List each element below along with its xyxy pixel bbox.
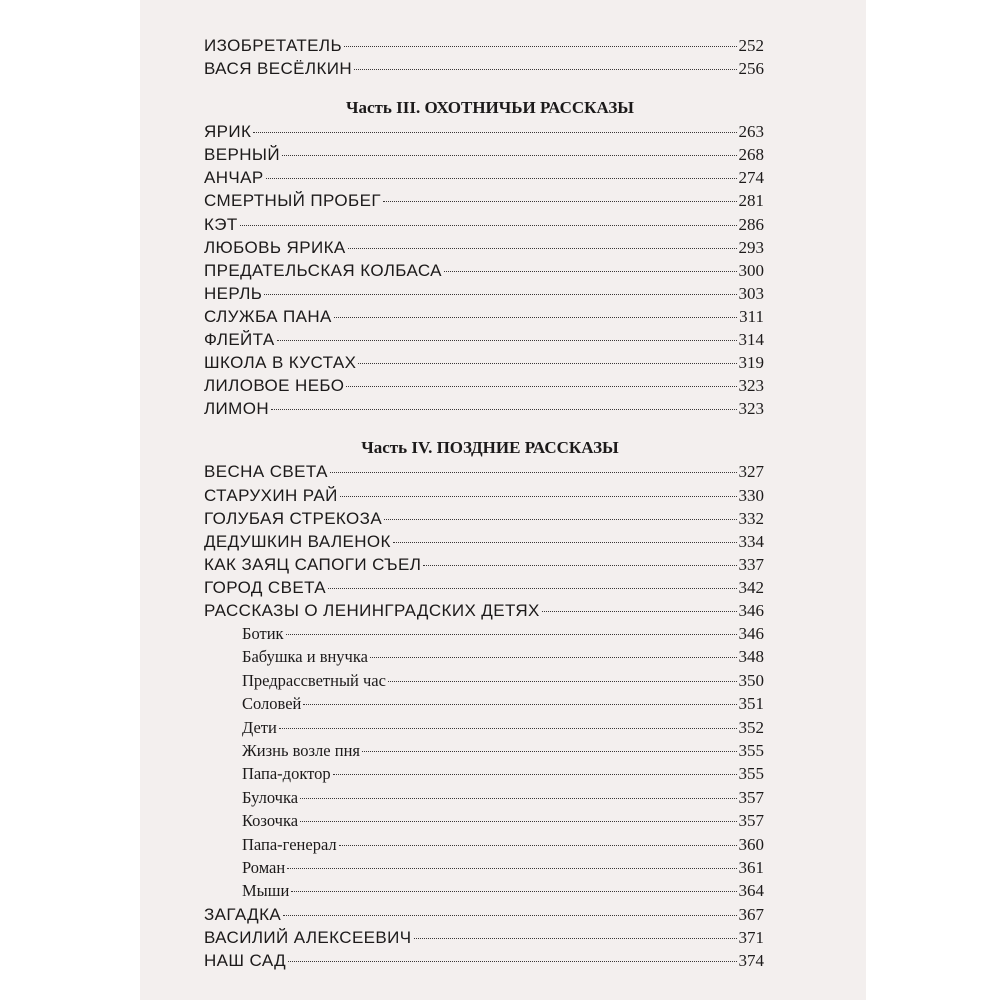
entry-page-number: 263 (738, 122, 764, 142)
entry-title: РАССКАЗЫ О ЛЕНИНГРАДСКИХ ДЕТЯХ (204, 600, 540, 620)
toc-entry (204, 903, 764, 926)
toc-entry (204, 599, 764, 622)
dot-leader (330, 472, 737, 473)
dot-leader (423, 565, 736, 566)
toc-entry (204, 926, 764, 949)
entry-page-number: 327 (738, 462, 764, 482)
top-entries-list (204, 34, 764, 80)
entry-page-number: 342 (738, 577, 764, 597)
entry-title: Роман (242, 857, 286, 877)
dot-leader (283, 915, 736, 916)
dot-leader (388, 681, 737, 682)
entry-title: ВЕСНА СВЕТА (204, 462, 328, 482)
dot-leader (300, 821, 736, 822)
dot-leader (414, 938, 737, 939)
entry-page-number: 334 (738, 531, 764, 551)
toc-subentry (204, 622, 764, 645)
dot-leader (279, 728, 737, 729)
dot-leader (277, 340, 737, 341)
dot-leader (266, 178, 737, 179)
entry-title: ГОРОД СВЕТА (204, 577, 327, 597)
toc-entry (204, 34, 764, 57)
toc-subentry (204, 879, 764, 902)
entry-page-number: 367 (738, 904, 764, 924)
part-3-heading: Часть III. ОХОТНИЧЬИ РАССКАЗЫ (345, 98, 634, 118)
dot-leader (340, 496, 737, 497)
entry-title: Жизнь возле пня (242, 741, 360, 761)
entry-title: СЛУЖБА ПАНА (204, 306, 332, 326)
entry-page-number: 352 (738, 717, 764, 737)
dot-leader (303, 704, 736, 705)
toc-subentry (204, 762, 764, 785)
toc-entry (204, 484, 764, 507)
toc-entry (204, 166, 764, 189)
dot-leader (346, 386, 736, 387)
entry-page-number: 323 (738, 376, 764, 396)
entry-title: ЛИЛОВОЕ НЕБО (204, 376, 345, 396)
dot-leader (358, 363, 736, 364)
dot-leader (393, 542, 737, 543)
toc-entry (204, 374, 764, 397)
toc-entry (204, 120, 764, 143)
entry-title: ЗАГАДКА (204, 904, 282, 924)
entry-title: Папа-генерал (242, 834, 337, 854)
part-4-final-entries-list (204, 903, 764, 972)
entry-page-number: 268 (738, 145, 764, 165)
entry-page-number: 357 (738, 787, 764, 807)
entry-title: АНЧАР (204, 168, 264, 188)
entry-title: Дети (242, 717, 277, 737)
dot-leader (444, 271, 737, 272)
toc-entry (204, 282, 764, 305)
entry-page-number: 355 (738, 741, 764, 761)
dot-leader (291, 891, 736, 892)
dot-leader (264, 294, 736, 295)
dot-leader (282, 155, 737, 156)
dot-leader (333, 774, 737, 775)
entry-title: ДЕДУШКИН ВАЛЕНОК (204, 531, 391, 551)
part-4-entries-list (204, 460, 764, 622)
entry-page-number: 361 (738, 857, 764, 877)
dot-leader (383, 201, 737, 202)
dot-leader (354, 69, 736, 70)
entry-page-number: 252 (738, 36, 764, 55)
toc-entry (204, 397, 764, 420)
entry-title: НАШ САД (204, 950, 287, 970)
toc-entry (204, 259, 764, 282)
entry-title: Бабушка и внучка (242, 647, 368, 667)
dot-leader (542, 611, 737, 612)
toc-entry (204, 189, 764, 212)
dot-leader (334, 317, 737, 318)
toc-entry (204, 213, 764, 236)
toc-subentry (204, 786, 764, 809)
dot-leader (348, 248, 737, 249)
toc-entry (204, 460, 764, 483)
part-4-subentries-list (204, 622, 764, 903)
dot-leader (240, 225, 737, 226)
entry-title: Предрассветный час (242, 670, 386, 690)
entry-page-number: 281 (738, 191, 764, 211)
dot-leader (300, 798, 736, 799)
toc-entry (204, 143, 764, 166)
dot-leader (370, 657, 737, 658)
entry-page-number: 357 (738, 811, 764, 831)
toc-subentry (204, 669, 764, 692)
entry-page-number: 355 (738, 764, 764, 784)
toc-subentry (204, 833, 764, 856)
entry-page-number: 319 (738, 353, 764, 373)
toc-subentry (204, 645, 764, 668)
entry-title: Козочка (242, 811, 299, 831)
dot-leader (287, 868, 736, 869)
toc-entry (204, 530, 764, 553)
entry-title: ВАСИЛИЙ АЛЕКСЕЕВИЧ (204, 927, 412, 947)
entry-page-number: 351 (738, 694, 764, 714)
entry-title: ЯРИК (204, 122, 252, 142)
dot-leader (271, 409, 736, 410)
entry-title: Булочка (242, 787, 299, 807)
entry-title: ЛЮБОВЬ ЯРИКА (204, 237, 346, 257)
entry-title: ПРЕДАТЕЛЬСКАЯ КОЛБАСА (204, 260, 442, 280)
toc-entry (204, 328, 764, 351)
entry-title: ВАСЯ ВЕСЁЛКИН (204, 59, 353, 79)
entry-page-number: 348 (738, 647, 764, 667)
entry-page-number: 364 (738, 881, 764, 901)
entry-page-number: 311 (739, 306, 764, 326)
entry-page-number: 300 (738, 260, 764, 280)
entry-page-number: 314 (738, 330, 764, 350)
entry-page-number: 286 (738, 214, 764, 234)
entry-page-number: 374 (738, 950, 764, 970)
table-of-contents (204, 34, 764, 972)
entry-title: Мыши (242, 881, 290, 901)
toc-subentry (204, 692, 764, 715)
entry-title: СТАРУХИН РАЙ (204, 485, 338, 505)
toc-subentry (204, 856, 764, 879)
dot-leader (384, 519, 736, 520)
entry-page-number: 337 (738, 554, 764, 574)
entry-page-number: 293 (738, 237, 764, 257)
toc-entry (204, 57, 764, 80)
toc-entry (204, 507, 764, 530)
toc-entry (204, 576, 764, 599)
dot-leader (253, 132, 736, 133)
dot-leader (288, 961, 736, 962)
entry-title: Папа-доктор (242, 764, 331, 784)
entry-title: Соловей (242, 694, 302, 714)
toc-entry (204, 236, 764, 259)
dot-leader (339, 845, 737, 846)
entry-title: ШКОЛА В КУСТАХ (204, 353, 357, 373)
entry-title: ГОЛУБАЯ СТРЕКОЗА (204, 508, 383, 528)
dot-leader (344, 46, 736, 47)
entry-page-number: 371 (738, 927, 764, 947)
toc-subentry (204, 739, 764, 762)
toc-subentry (204, 809, 764, 832)
part-3-entries-list (204, 120, 764, 420)
dot-leader (286, 634, 737, 635)
toc-entry (204, 351, 764, 374)
dot-leader (328, 588, 736, 589)
entry-title: ФЛЕЙТА (204, 330, 275, 350)
entry-page-number: 323 (738, 399, 764, 419)
entry-title: КЭТ (204, 214, 238, 234)
entry-page-number: 330 (738, 485, 764, 505)
entry-page-number: 346 (738, 600, 764, 620)
entry-page-number: 303 (738, 283, 764, 303)
entry-title: СМЕРТНЫЙ ПРОБЕГ (204, 191, 381, 211)
entry-title: ЛИМОН (204, 399, 270, 419)
entry-page-number: 346 (738, 624, 764, 644)
entry-page-number: 256 (738, 59, 764, 79)
entry-page-number: 274 (738, 168, 764, 188)
part-4-heading: Часть IV. ПОЗДНИЕ РАССКАЗЫ (361, 438, 619, 458)
entry-title: КАК ЗАЯЦ САПОГИ СЪЕЛ (204, 554, 422, 574)
entry-page-number: 350 (738, 670, 764, 690)
entry-title: ИЗОБРЕТАТЕЛЬ (204, 36, 343, 55)
toc-entry (204, 949, 764, 972)
dot-leader (362, 751, 737, 752)
entry-title: НЕРЛЬ (204, 283, 263, 303)
entry-title: Ботик (242, 624, 284, 644)
toc-entry (204, 305, 764, 328)
toc-entry (204, 553, 764, 576)
entry-page-number: 332 (738, 508, 764, 528)
entry-page-number: 360 (738, 834, 764, 854)
entry-title: ВЕРНЫЙ (204, 145, 280, 165)
toc-subentry (204, 716, 764, 739)
